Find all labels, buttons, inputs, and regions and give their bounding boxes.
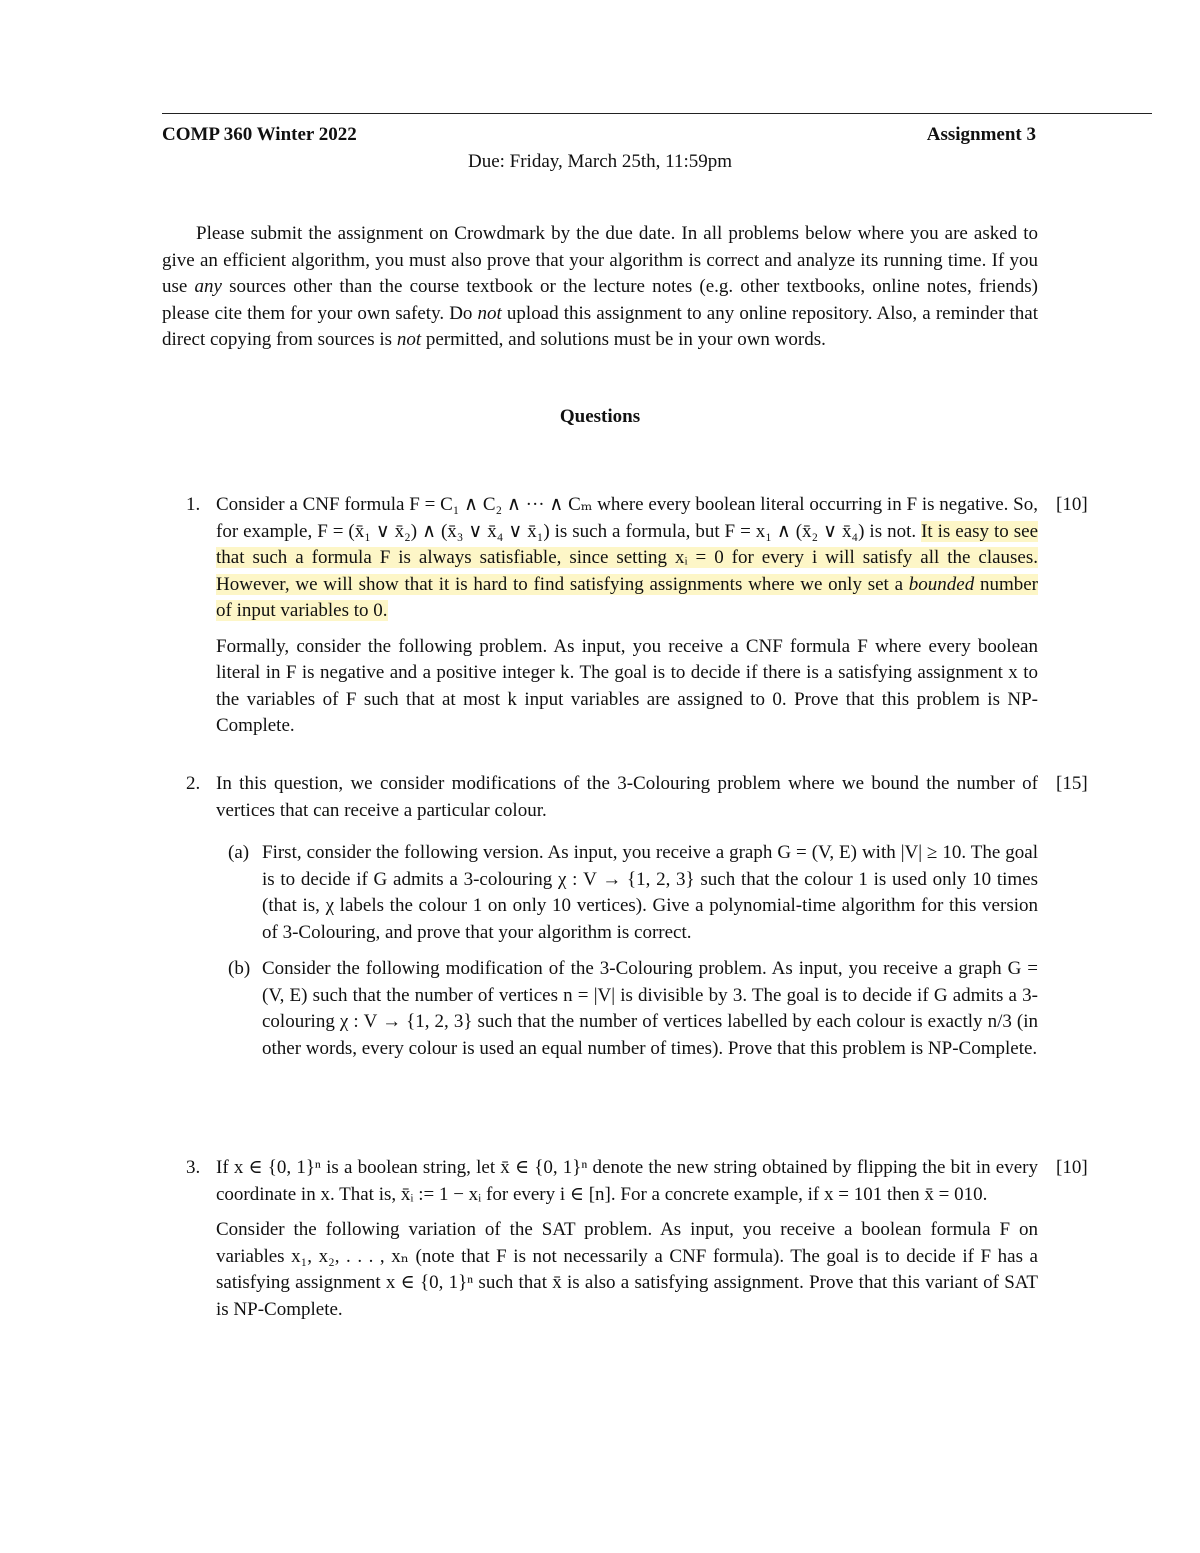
question-3 — [216, 1155, 1038, 1332]
q1-paragraph-2: Formally, consider the following problem. As input, you receive a CNF formula F where every boolean literal in F is negative and a positive integer k. The goal is to decide if there is a satisfying assignment x to the variables of F such that at most k input variables are assigned to 0. Prove that this problem is NP-Complete. — [216, 635, 1038, 736]
intro-paragraph: Please submit the assignment on Crowdmark by the due date. In all problems below where you are asked to give an efficient algorithm, you must also prove that your algorithm is correct and analyze its running time. If you use any sources other than the course textbook or the lecture notes (e.g. other textbooks, online notes, friends) please cite them for your own safety. Do not upload this assignment to any online repository. Also, a reminder that direct copying from sources is not permitted, and solutions must be in your own words. — [162, 223, 1038, 350]
questions-heading: Questions — [559, 406, 641, 427]
q1-number: 1. — [186, 494, 201, 515]
q1-highlight: It is easy to see that such a formula F is always satisfiable, since setting xᵢ = 0 for every i will satisfy all the clauses. However, we will show that it is hard to find satisfying assignments where we only set a bounded number of input variables to 0. — [216, 520, 1039, 621]
q2-number: 2. — [186, 773, 201, 794]
due-date: Due: Friday, March 25th, 11:59pm — [467, 151, 733, 172]
course-title: COMP 360 Winter 2022 — [162, 124, 357, 145]
q2-marks: [15] — [1056, 773, 1088, 794]
q1-marks: [10] — [1056, 494, 1088, 515]
q3-paragraph-2: Consider the following variation of the SAT problem. As input, you receive a boolean formula F on variables x₁, x₂, . . . , xₙ (note that F is not necessarily a CNF formula). The goal is to decide if F has a satisfying assignment x ∈ {0, 1}ⁿ such that x̄ is also a satisfying assignment. Prove that this variant of SAT is NP-Complete. — [216, 1219, 1038, 1320]
q2-part-a-text: First, consider the following version. As input, you receive a graph G = (V, E) with |V| ≥ 10. The goal is to decide if G admits a 3-colouring χ : V → {1, 2, 3} such that the colour 1 is used only 10 times (that is, χ labels the colour 1 on only 10 vertices). Give a polynomial-time algorithm for this version of 3-Colouring, and prove that your algorithm is correct. — [262, 842, 1038, 943]
question-1 — [216, 492, 1038, 749]
q1-paragraph-1: Consider a CNF formula F = C₁ ∧ C₂ ∧ ··· ∧ Cₘ where every boolean literal occurring in F is negative. So, for example, F = (x̄₁ ∨ x̄₂) ∧ (x̄₃ ∨ x̄₄ ∨ x̄₁) is such a formula, but F = x₁ ∧ (x̄₂ ∨ x̄₄) is not. It is easy to see that such a formula F is always satisfiable, since setting xᵢ = 0 for every i will satisfy all the clauses. However, we will show that it is hard to find satisfying assignments where we only set a bounded number of input variables to 0. — [216, 494, 1039, 621]
q3-marks: [10] — [1056, 1157, 1088, 1178]
header-rule — [162, 113, 1152, 114]
q2-part-b-text: Consider the following modification of the 3-Colouring problem. As input, you receive a graph G = (V, E) such that the number of vertices n = |V| is divisible by 3. The goal is to decide if G admits a 3-colouring χ : V → {1, 2, 3} such that the number of vertices labelled by each colour is exactly n/3 (in other words, every colour is used an equal number of times). Prove that this problem is NP-Complete. — [262, 958, 1038, 1059]
assignment-title: Assignment 3 — [926, 124, 1036, 145]
q2-part-a — [216, 840, 1038, 946]
q2-part-b — [216, 956, 1038, 1062]
q2-intro: In this question, we consider modifications of the 3-Colouring problem where we bound the number of vertices that can receive a particular colour. — [216, 773, 1038, 821]
q2-part-b-label: (b) — [228, 958, 251, 979]
q3-paragraph-1: If x ∈ {0, 1}ⁿ is a boolean string, let x̄ ∈ {0, 1}ⁿ denote the new string obtained by flipping the bit in every coordinate in x. That is, x̄ᵢ := 1 − xᵢ for every i ∈ [n]. For a concrete example, if x = 101 then x̄ = 010. — [216, 1157, 1038, 1205]
q3-number: 3. — [186, 1157, 201, 1178]
q2-part-a-label: (a) — [228, 842, 250, 863]
question-2 — [216, 771, 1038, 1062]
